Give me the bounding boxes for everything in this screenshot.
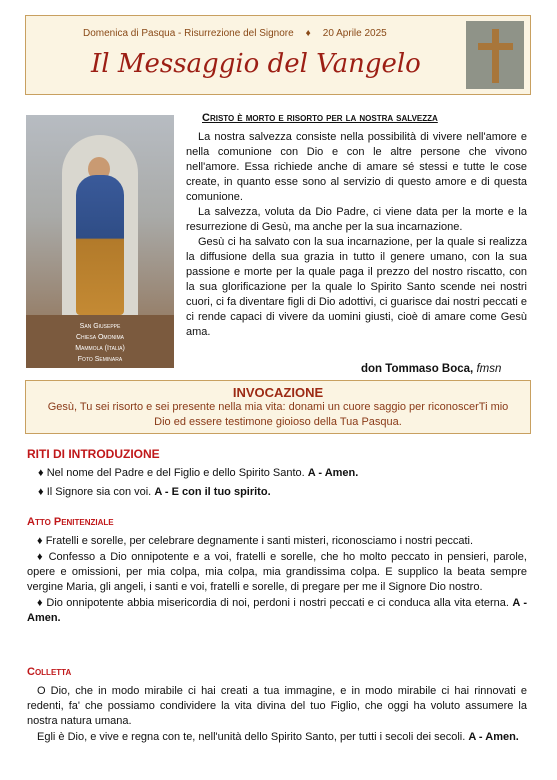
- atto-body: ♦ Fratelli e sorelle, per celebrare degnamente i santi misteri, riconosciamo i nostri peccati. ♦ Confesso a Dio onnipotente e a voi, fratelli e sorelle, che ho molto peccato in pensieri, parole, opere e omissioni, per mia colpa, mia colpa, mia grandissima colpa. E supplico la beata sempre vergine Maria, gli angeli, i santi e voi, fratelli e sorelle, di pregare per me il Signore Dio nostro. ♦ Dio onnipotente abbia misericordia di noi, perdoni i nostri peccati e ci conduca alla vita eterna. A - Amen.: [27, 535, 527, 624]
- feast-name: Domenica di Pasqua - Risurrezione del Signore: [83, 28, 294, 39]
- signature: don Tommaso Boca, fmsn: [361, 363, 502, 375]
- riti-title: RITI DI INTRODUZIONE: [27, 447, 160, 461]
- invocation-title: INVOCAZIONE: [232, 385, 324, 400]
- article-paragraph: La nostra salvezza consiste nella possibilità di vivere nell'amore e nella comunione con Dio e con le altre persone che vivono nell'amore. Essa richiede anche di amare sé stessi e tutte le cose create, in quanto esse sono al servizio di questo amore e di questa comunione.: [186, 131, 527, 203]
- cross-image: [466, 21, 524, 89]
- article-paragraph: La salvezza, voluta da Dio Padre, ci viene data per la morte e la resurrezione di Gesù, ma anche per la sua incarnazione.: [186, 206, 527, 233]
- header-banner: [25, 15, 531, 95]
- article-body: [186, 130, 527, 340]
- date-line: [83, 28, 387, 39]
- article-title: Cristo è morto e risorto per la nostra salvezza: [202, 112, 438, 124]
- feast-date: 20 Aprile 2025: [322, 28, 387, 39]
- invocation-box: [25, 380, 531, 434]
- riti-line-1: ♦ Nel nome del Padre e del Figlio e dello Spirito Santo. A - Amen.: [38, 467, 359, 479]
- colletta-title: Colletta: [27, 666, 72, 678]
- saint-photo: [26, 115, 174, 368]
- page-title: Il Messaggio del Vangelo: [91, 49, 421, 79]
- atto-title: Atto Penitenziale: [27, 516, 114, 528]
- riti-line-2: ♦ Il Signore sia con voi. A - E con il tuo spirito.: [38, 486, 271, 498]
- invocation-text: Gesù, Tu sei risorto e sei presente nella mia vita: donami un cuore saggio per riconoscerTi mio Dio ed essere testimone gioioso della Tua Pasqua.: [47, 401, 509, 428]
- separator-diamond: ♦: [305, 28, 311, 39]
- article-paragraph: Gesù ci ha salvato con la sua incarnazione, per la quale si realizza la diffusione della sua grazia in tutto il genere umano, con la sua passione e morte per la quale paga il prezzo del nostro riscatto, con la sua glorificazione per la quale lo Spirito Santo scende nei nostri cuori, ci fa diventare figli di Dio adottivi, ci guarisce dai nostri peccati e ci rende capaci di vivere da uomini giusti, cioè di amare come Gesù ama.: [186, 236, 527, 338]
- photo-caption: San Giuseppe Chiesa Omonima Mammola (Italia) Foto Seminara: [75, 323, 125, 363]
- colletta-body: O Dio, che in modo mirabile ci hai creati a tua immagine, e in modo mirabile ci hai rinnovati e redenti, fa' che possiamo condividere la vita divina del tuo Figlio, che oggi ha voluto assumere la nostra natura umana. Egli è Dio, e vive e regna con te, nell'unità dello Spirito Santo, per tutti i secoli dei secoli. A - Amen.: [27, 685, 527, 743]
